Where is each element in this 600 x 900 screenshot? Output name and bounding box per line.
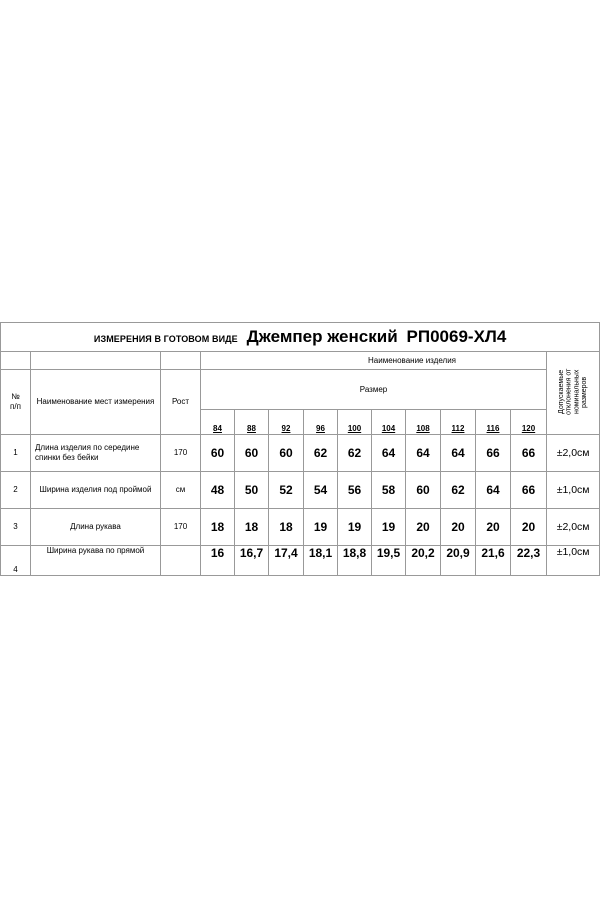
size-value: 19	[372, 509, 406, 546]
row-number: 4	[1, 546, 31, 576]
tolerance-value: ±1,0см	[547, 472, 600, 509]
size-value: 18,8	[338, 546, 372, 576]
size-value: 62	[441, 472, 476, 509]
height-value: 170	[161, 435, 201, 472]
size-value: 54	[304, 472, 338, 509]
size-value: 22,3	[511, 546, 547, 576]
size-header-116: 116	[476, 410, 511, 435]
table-row	[1, 472, 600, 509]
product-code: РП0069-ХЛ4	[406, 326, 507, 346]
size-value: 18	[201, 509, 235, 546]
size-value: 19	[304, 509, 338, 546]
size-value: 18	[269, 509, 304, 546]
size-header-104: 104	[372, 410, 406, 435]
size-value: 56	[338, 472, 372, 509]
size-value: 60	[201, 435, 235, 472]
table-row	[1, 546, 600, 576]
size-header-92: 92	[269, 410, 304, 435]
height-value	[161, 546, 201, 576]
size-header-120: 120	[511, 410, 547, 435]
size-value: 18	[235, 509, 269, 546]
height-value: см	[161, 472, 201, 509]
size-header-100: 100	[338, 410, 372, 435]
size-value: 66	[511, 435, 547, 472]
size-header-96: 96	[304, 410, 338, 435]
size-value: 19	[338, 509, 372, 546]
size-header-84: 84	[201, 410, 235, 435]
size-value: 20	[441, 509, 476, 546]
measurement-sheet	[0, 322, 600, 585]
product-name-header: Наименование изделия	[201, 352, 547, 370]
tolerance-value: ±2,0см	[547, 435, 600, 472]
size-value: 66	[511, 472, 547, 509]
height-value: 170	[161, 509, 201, 546]
size-value: 62	[304, 435, 338, 472]
size-value: 20	[476, 509, 511, 546]
size-value: 60	[235, 435, 269, 472]
size-value: 50	[235, 472, 269, 509]
size-header-88: 88	[235, 410, 269, 435]
measurement-name: Длина изделия по середине спинки без бейки	[31, 435, 161, 472]
measurement-name: Ширина рукава по прямой	[31, 546, 161, 576]
size-value: 19,5	[372, 546, 406, 576]
size-value: 17,4	[269, 546, 304, 576]
row-number: 2	[1, 472, 31, 509]
size-value: 64	[372, 435, 406, 472]
size-value: 21,6	[476, 546, 511, 576]
product-title: Джемпер женский	[246, 326, 398, 346]
size-value: 52	[269, 472, 304, 509]
size-value: 64	[406, 435, 441, 472]
size-value: 64	[476, 472, 511, 509]
row-number: 1	[1, 435, 31, 472]
tolerance-value: ±2,0см	[547, 509, 600, 546]
size-value: 64	[441, 435, 476, 472]
size-value: 60	[406, 472, 441, 509]
size-header-108: 108	[406, 410, 441, 435]
title-cell	[1, 323, 600, 352]
tolerance-header-cell	[547, 352, 600, 435]
size-value: 66	[476, 435, 511, 472]
tolerance-header: Допускаемые отклонения от номинальных размеров	[557, 368, 588, 415]
table-row	[1, 509, 600, 546]
title-left: ИЗМЕРЕНИЯ В ГОТОВОМ ВИДЕ	[93, 333, 238, 344]
size-value: 16,7	[235, 546, 269, 576]
size-value: 60	[269, 435, 304, 472]
size-value: 20,2	[406, 546, 441, 576]
size-header: Размер	[201, 370, 547, 410]
num-header: № п/п	[1, 370, 31, 435]
size-value: 48	[201, 472, 235, 509]
height-header: Рост	[161, 370, 201, 435]
size-header-112: 112	[441, 410, 476, 435]
row-number: 3	[1, 509, 31, 546]
size-value: 18,1	[304, 546, 338, 576]
place-header: Наименование мест измерения	[31, 370, 161, 435]
size-value: 20,9	[441, 546, 476, 576]
measurement-name: Ширина изделия под проймой	[31, 472, 161, 509]
measurement-name: Длина рукава	[31, 509, 161, 546]
tolerance-value: ±1,0см	[547, 546, 600, 576]
size-value: 16	[201, 546, 235, 576]
measurement-table	[0, 322, 600, 576]
size-value: 20	[406, 509, 441, 546]
size-value: 58	[372, 472, 406, 509]
table-row	[1, 435, 600, 472]
size-value: 62	[338, 435, 372, 472]
size-value: 20	[511, 509, 547, 546]
